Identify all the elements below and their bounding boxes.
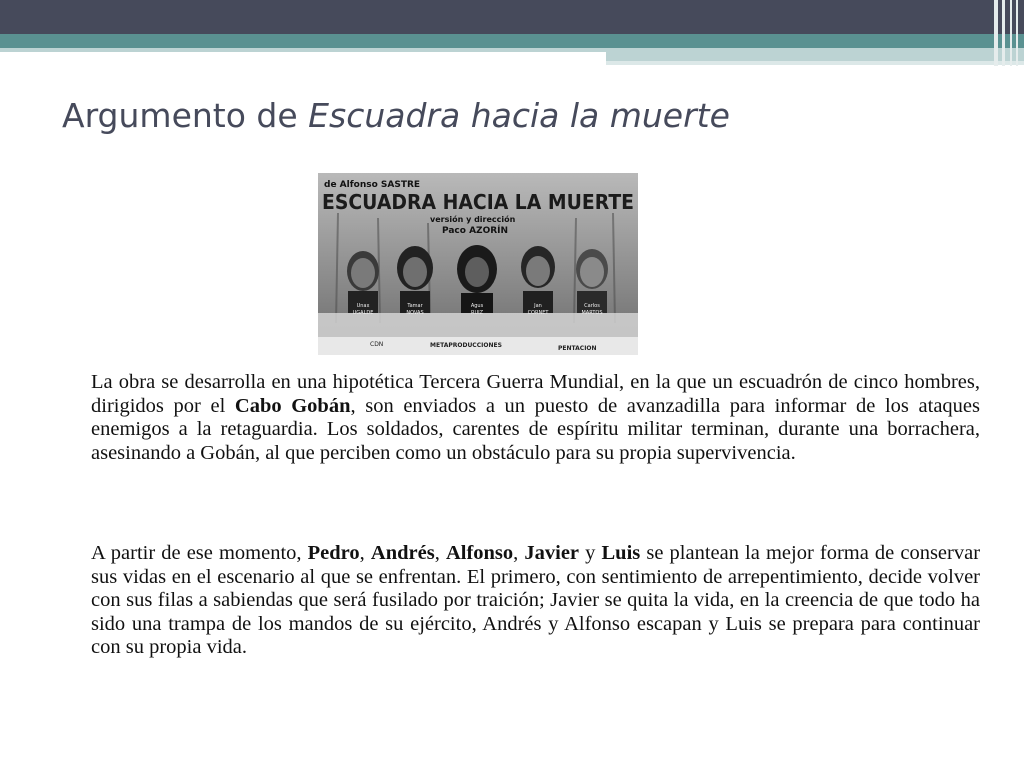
paragraph-text: A partir de ese momento, (91, 542, 308, 564)
header-vertical-stripe (994, 0, 998, 66)
actor-first-name: Jan (534, 303, 542, 309)
actor-first-name: Agus (470, 303, 484, 309)
character-name: Luis (601, 542, 641, 564)
play-poster-graphic (318, 173, 638, 355)
actor-last-name: NOVAS (406, 310, 424, 316)
header-band-light-right (606, 52, 1024, 61)
actor-first-name: Carlos (584, 303, 600, 309)
actor-first-name: Unax (356, 303, 370, 309)
poster-author-line: de Alfonso SASTRE (324, 180, 421, 190)
character-name: Andrés (370, 542, 435, 564)
poster-director: Paco AZORÍN (442, 226, 509, 236)
actor-first-name: Tamar (407, 303, 423, 309)
poster-title: ESCUADRA HACIA LA MUERTE (322, 190, 634, 214)
poster-version-line: versión y dirección (430, 215, 516, 224)
header-vertical-stripe (1002, 0, 1005, 66)
slide-title (62, 96, 730, 135)
paragraph-text: , son enviados a un puesto de avanzadilla para informar de los ataques enemigos a la retaguardia. Los soldados, carentes de espíritu militar terminan, durante una borrachera, asesinando a Gobán, al que perciben como un obstáculo para su propia supervivencia. (91, 394, 980, 464)
separator: , (434, 542, 446, 564)
header-vertical-stripe (1016, 0, 1018, 66)
paragraph-text: se plantean la mejor forma de conservar sus vidas en el escenario al que se enfrentan. El primero, con sentimiento de arrepentimiento, decide volver con sus filas a sabiendas que será fusilado por traición; Javier se quita la vida, en la creencia de que todo ha sido una trampa de los mandos de su ejército, Andrés y Alfonso escapan y Luis se prepara para continuar con su propia vida. (91, 542, 981, 659)
synopsis-paragraph-2 (91, 542, 980, 660)
header-vertical-stripe (1010, 0, 1012, 66)
actor-last-name: MARTOS (581, 310, 603, 316)
poster-logo-cdn: CDN (370, 341, 384, 348)
separator: , (359, 542, 371, 564)
header-band-light-right-thin (606, 61, 1024, 65)
character-name: Pedro (307, 542, 360, 564)
actor-last-name: CORNET (527, 310, 549, 316)
character-name: Alfonso (445, 542, 514, 564)
character-name: Javier (524, 542, 580, 564)
slide-title-prefix: Argumento de (62, 96, 309, 135)
poster-logo-pentacion: PENTACION (558, 345, 597, 352)
slide-title-italic: Escuadra hacia la muerte (308, 96, 730, 135)
separator: y (579, 542, 602, 564)
character-name: Cabo Gobán (234, 394, 351, 417)
paragraph-text: La obra se desarrolla en una hipotética Tercera Guerra Mundial, en la que un escuadrón de cinco hombres, dirigidos por el (91, 371, 980, 417)
actor-last-name: RUIZ (470, 310, 484, 316)
separator: , (513, 542, 525, 564)
synopsis-paragraph-1 (91, 371, 980, 465)
header-band-dark (0, 0, 1024, 34)
header-band-teal (0, 34, 1024, 48)
play-poster (318, 173, 638, 355)
actor-last-name: UGALDE (352, 310, 374, 316)
poster-logo-metaproducciones: METAPRODUCCIONES (430, 342, 502, 349)
